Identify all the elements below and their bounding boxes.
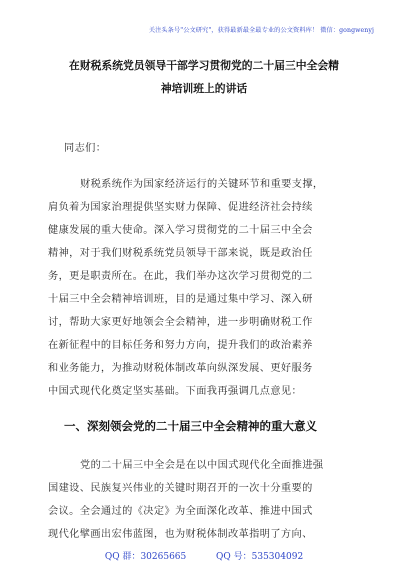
paragraph-line: 中国式现代化奠定坚实基础。下面我再强调几点意见： <box>48 386 303 397</box>
paragraph-line: 财税系统作为国家经济运行的关键环节和重要支撑， <box>80 179 324 190</box>
paragraph-line: 党的二十届三中全会是在以中国式现代化全面推进强 <box>80 460 324 471</box>
paragraph-line: 讨，帮助大家更好地领会全会精神，进一步明确财税工作 <box>48 317 313 328</box>
footer-qq-group: QQ 群：30265665 <box>104 552 187 562</box>
paragraph-line: 务，更是职责所在。在此，我们举办这次学习贯彻党的二 <box>48 271 313 282</box>
paragraph-line: 肩负着为国家治理提供坚实财力保障、促进经济社会持续 <box>48 202 313 213</box>
paragraph-line: 精神，对于我们财税系统党员领导干部来说，既是政治任 <box>48 248 313 259</box>
header-banner: 关注头条号"公文研究"，获得最新最全最专业的公文资料库！ 微信：gongwenyj <box>148 27 374 34</box>
section-heading: 一、深刻领会党的二十届三中全会精神的重大意义 <box>64 419 317 433</box>
document-title-line-1: 在财税系统党员领导干部学习贯彻党的二十届三中全会精 <box>69 59 339 72</box>
paragraph-line: 现代化擘画出宏伟蓝图，也为财税体制改革指明了方向、 <box>48 529 313 540</box>
footer-qq-number: QQ 号：535304092 <box>216 552 304 562</box>
footer-contact <box>0 549 408 562</box>
salutation: 同志们： <box>64 143 107 154</box>
paragraph-line: 在新征程中的目标任务和努力方向，提升我们的政治素养 <box>48 340 313 351</box>
paragraph-line: 会议。全会通过的《决定》为全面深化改革、推进中国式 <box>48 506 313 517</box>
paragraph-line: 国建设、民族复兴伟业的关键时期召开的一次十分重要的 <box>48 483 313 494</box>
document-title-line-2: 神培训班上的讲话 <box>160 82 248 95</box>
paragraph-line: 十届三中全会精神培训班，目的是通过集中学习、深入研 <box>48 294 313 305</box>
paragraph-line: 和业务能力，为推动财税体制改革向纵深发展、更好服务 <box>48 363 313 374</box>
paragraph-line: 健康发展的重大使命。深入学习贯彻党的二十届三中全会 <box>48 225 313 236</box>
